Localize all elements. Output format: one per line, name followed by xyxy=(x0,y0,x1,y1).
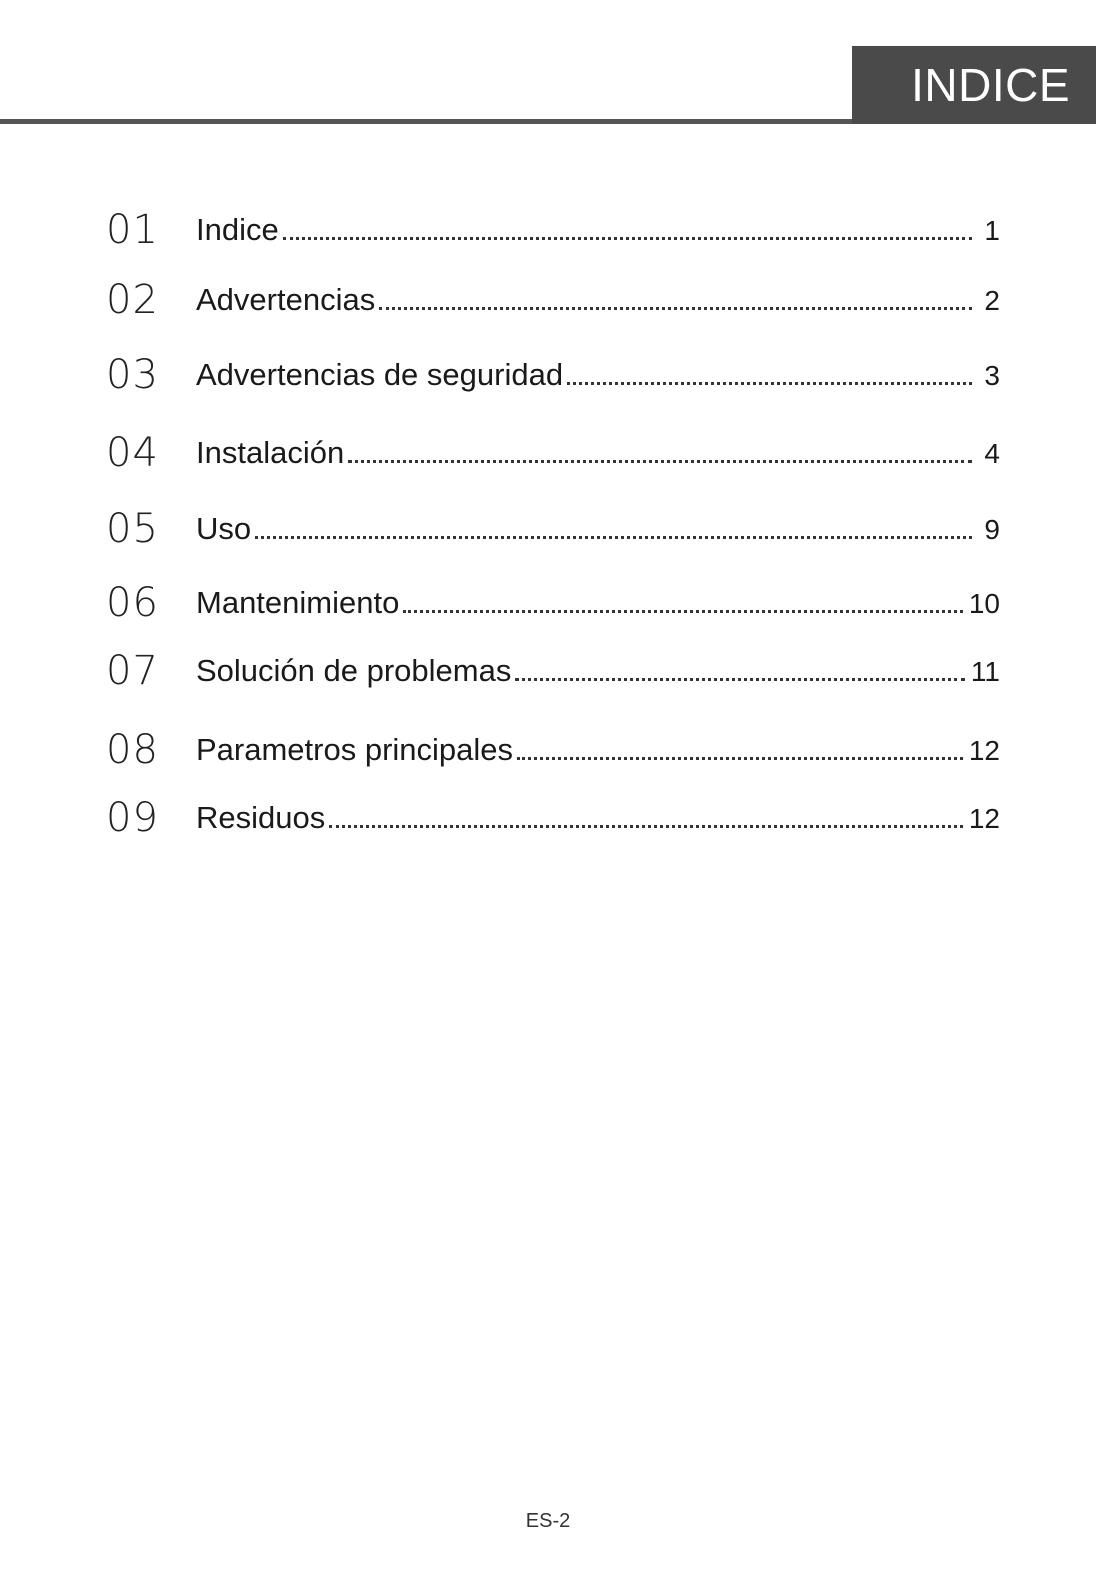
toc-number: 08 xyxy=(106,727,159,773)
toc-page-number: 4 xyxy=(984,438,1000,469)
toc-title: Uso xyxy=(196,511,252,546)
toc-leader-dots xyxy=(283,237,972,240)
toc-leader-dots xyxy=(515,678,965,681)
toc-leader-dots xyxy=(348,460,972,463)
toc-title: Residuos xyxy=(196,800,326,835)
page-footer-label: ES-2 xyxy=(525,1510,571,1532)
toc-leader-dots xyxy=(255,536,972,539)
toc-title: Advertencias xyxy=(196,282,376,317)
toc-leader-dots xyxy=(329,825,963,828)
toc-page-number: 11 xyxy=(970,656,1000,687)
section-title: INDICE xyxy=(852,46,1096,124)
toc-title: Advertencias de seguridad xyxy=(196,357,564,392)
toc-leader-dots xyxy=(379,307,972,310)
toc-page-number: 10 xyxy=(968,588,1000,619)
toc-page-number: 1 xyxy=(984,215,1000,246)
toc-title: Mantenimiento xyxy=(196,585,400,620)
toc-row[interactable] xyxy=(106,350,1000,400)
toc-page-number: 2 xyxy=(984,285,1000,316)
toc-row[interactable] xyxy=(106,275,1000,325)
toc-page-number: 12 xyxy=(968,803,1000,834)
toc-page-number: 12 xyxy=(968,735,1000,766)
toc-leader-dots xyxy=(567,382,972,385)
toc-title: Parametros principales xyxy=(196,732,514,767)
toc-number: 07 xyxy=(106,648,159,694)
toc-number: 03 xyxy=(106,352,159,398)
toc-leader-dots xyxy=(517,757,963,760)
toc-number: 04 xyxy=(106,430,159,476)
toc-row[interactable] xyxy=(106,205,1000,255)
toc-title: Instalación xyxy=(196,435,345,470)
toc-page-number: 9 xyxy=(984,514,1000,545)
toc-number: 05 xyxy=(106,506,159,552)
toc-row[interactable] xyxy=(106,504,1000,554)
toc-leader-dots xyxy=(403,610,963,613)
toc-row[interactable] xyxy=(106,793,1000,843)
toc-number: 02 xyxy=(106,277,159,323)
toc-number: 06 xyxy=(106,580,159,626)
toc-title: Solución de problemas xyxy=(196,653,512,688)
toc-number: 01 xyxy=(106,207,159,253)
toc-row[interactable] xyxy=(106,646,1000,696)
toc-row[interactable] xyxy=(106,428,1000,478)
toc-title: Indice xyxy=(196,212,279,247)
toc-number: 09 xyxy=(106,795,159,841)
toc-row[interactable] xyxy=(106,578,1000,628)
toc-row[interactable] xyxy=(106,725,1000,775)
toc-page-number: 3 xyxy=(984,360,1000,391)
